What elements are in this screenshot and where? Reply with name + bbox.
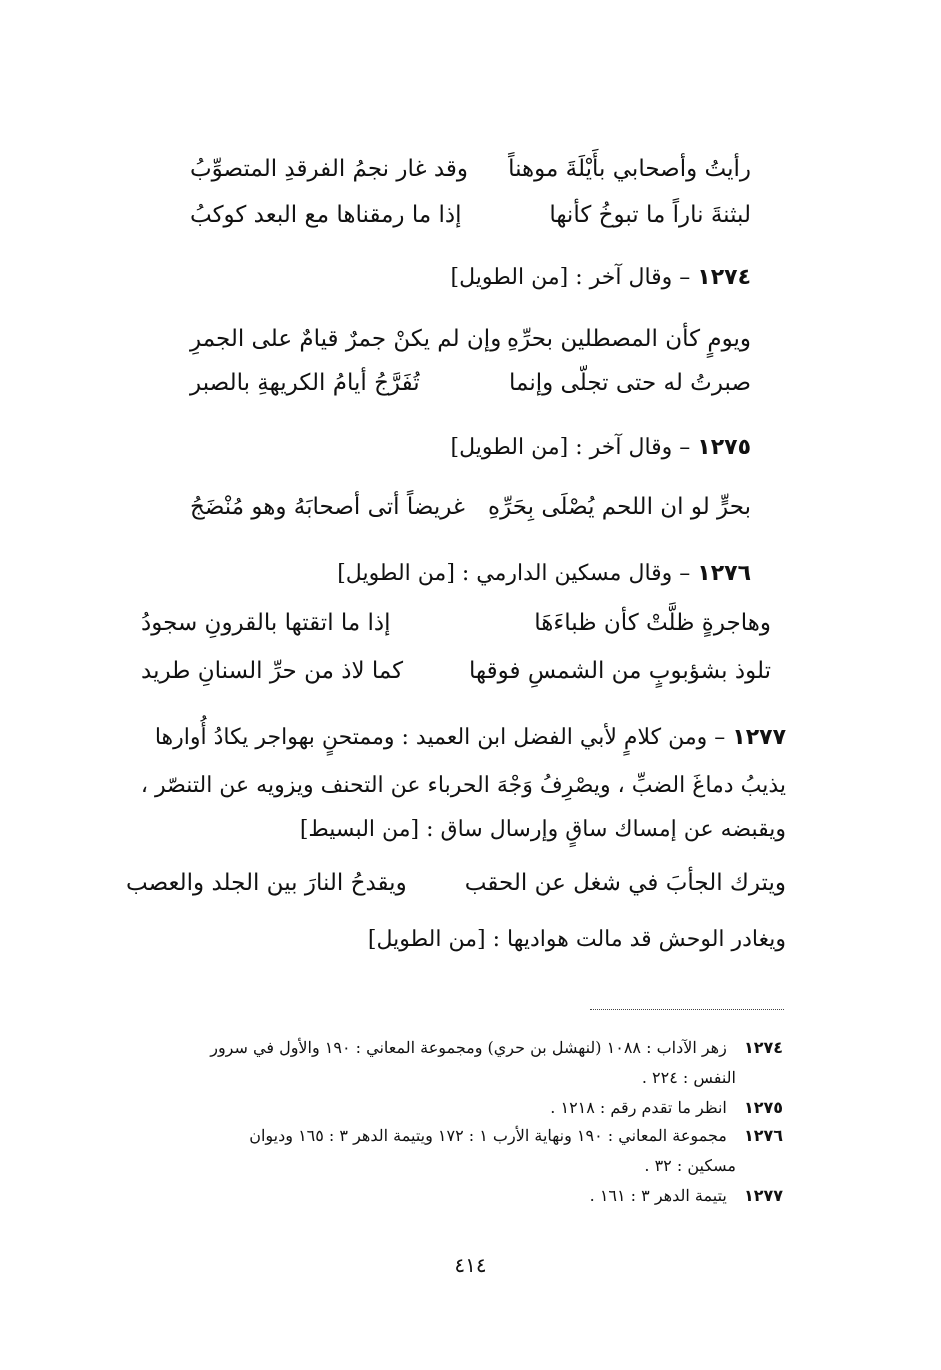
entry-heading-1274	[451, 262, 751, 294]
verse-first-hemistich: ويترك الجأبَ في شغل عن الحقب	[464, 870, 786, 896]
prose-line: ويغادر الوحش قد مالت هواديها : [من الطويل]	[367, 927, 786, 952]
entry-heading-text: – وقال مسكين الدارمي : [من الطويل]	[337, 561, 691, 586]
verse-line	[190, 152, 751, 186]
footnote-text: انظر ما تقدم رقم : ١٢١٨ .	[550, 1098, 727, 1117]
footnote-text: مجموعة المعاني : ١٩٠ ونهاية الأرب ١ : ١٧٢ ويتيمة الدهر ٣ : ١٦٥ وديوان	[249, 1126, 727, 1145]
verse-second-hemistich: وإن لم يكنْ جمرٌ قيامٌ على الجمرِ	[190, 326, 502, 352]
entry-number: ١٢٧٥	[697, 435, 751, 460]
verse-second-hemistich: وقد غار نجمُ الفرقدِ المتصوِّبُ	[190, 156, 469, 182]
prose-line: يذيبُ دماغَ الضبِّ ، ويصْرِفُ وَجْهَ الحرباء عن التحنف ويزويه عن التنصّر ،	[140, 773, 786, 798]
footnote-divider	[590, 1009, 784, 1010]
verse-line	[141, 654, 771, 688]
footnote-continuation: مسكين : ٣٢ .	[644, 1156, 736, 1175]
page-number: ٤١٤	[454, 1253, 487, 1277]
footnote-1276	[249, 1124, 783, 1148]
entry-heading-text: – وقال آخر : [من الطويل]	[450, 435, 691, 460]
entry-heading-1276	[337, 558, 751, 590]
entry-heading-text: – وقال آخر : [من الطويل]	[450, 265, 691, 290]
footnote-number: ١٢٧٦	[743, 1126, 783, 1145]
verse-line	[126, 866, 786, 900]
footnote-text: زهر الآداب : ١٠٨٨ (لنهشل بن حري) ومجموعة المعاني : ١٩٠ والأول في سرور	[210, 1038, 727, 1057]
entry-number: ١٢٧٦	[697, 561, 751, 586]
footnote-text: يتيمة الدهر ٣ : ١٦١ .	[589, 1186, 727, 1205]
footnote-1277	[590, 1184, 783, 1208]
verse-first-hemistich: صبرتُ له حتى تجلّى وإنما	[509, 370, 751, 396]
verse-first-hemistich: بحرٍّ لو ان اللحم يُصْلَى بِحَرِّهِ	[488, 494, 751, 520]
verse-line	[190, 198, 751, 232]
entry-heading-1275	[451, 432, 751, 464]
entry-heading-text: – ومن كلامٍ لأبي الفضل ابن العميد : وممتحنٍ بهواجر يكادُ أُوارها	[154, 725, 726, 750]
verse-line	[141, 606, 771, 640]
footnote-number: ١٢٧٧	[743, 1186, 783, 1205]
footnote-1274	[210, 1036, 783, 1060]
footnote-1275	[550, 1096, 783, 1120]
footnote-continuation: النفس : ٢٢٤ .	[641, 1068, 736, 1087]
verse-line	[190, 322, 751, 356]
footnote-number: ١٢٧٤	[743, 1038, 783, 1057]
verse-first-hemistich: وهاجرةٍ ظلَّتْ كأن ظباءَهَا	[534, 610, 771, 636]
entry-number: ١٢٧٤	[697, 265, 751, 290]
entry-number: ١٢٧٧	[732, 725, 786, 750]
verse-line	[190, 366, 751, 400]
footnote-number: ١٢٧٥	[743, 1098, 783, 1117]
verse-second-hemistich: غريضاً أتى أصحابَهُ وهو مُنْضَجُ	[190, 494, 465, 520]
verse-second-hemistich: كما لاذ من حرِّ السنانِ طريد	[141, 658, 404, 684]
verse-second-hemistich: ويقدحُ النارَ بين الجلد والعصب	[126, 870, 407, 896]
prose-line: ويقبضه عن إمساك ساقٍ وإرسال ساق : [من البسيط]	[299, 817, 786, 842]
verse-second-hemistich: إذا ما اتقتها بالقرونِ سجودُ	[141, 610, 391, 636]
verse-first-hemistich: لبثنةَ ناراً ما تبوخُ كأنها	[549, 202, 751, 228]
verse-line	[190, 490, 751, 524]
verse-first-hemistich: رأيتُ وأصحابي بأَيْلَةَ موهناً	[508, 156, 751, 182]
verse-first-hemistich: ويومٍ كأن المصطلين بحرِّهِ	[507, 326, 751, 352]
verse-second-hemistich: إذا ما رمقناها مع البعد كوكبُ	[190, 202, 462, 228]
verse-second-hemistich: تُفَرَّجُ أيامُ الكريهةِ بالصبر	[190, 370, 420, 396]
entry-heading-1277	[155, 722, 786, 754]
verse-first-hemistich: تلوذ بشؤبوبٍ من الشمسِ فوقها	[469, 658, 771, 684]
